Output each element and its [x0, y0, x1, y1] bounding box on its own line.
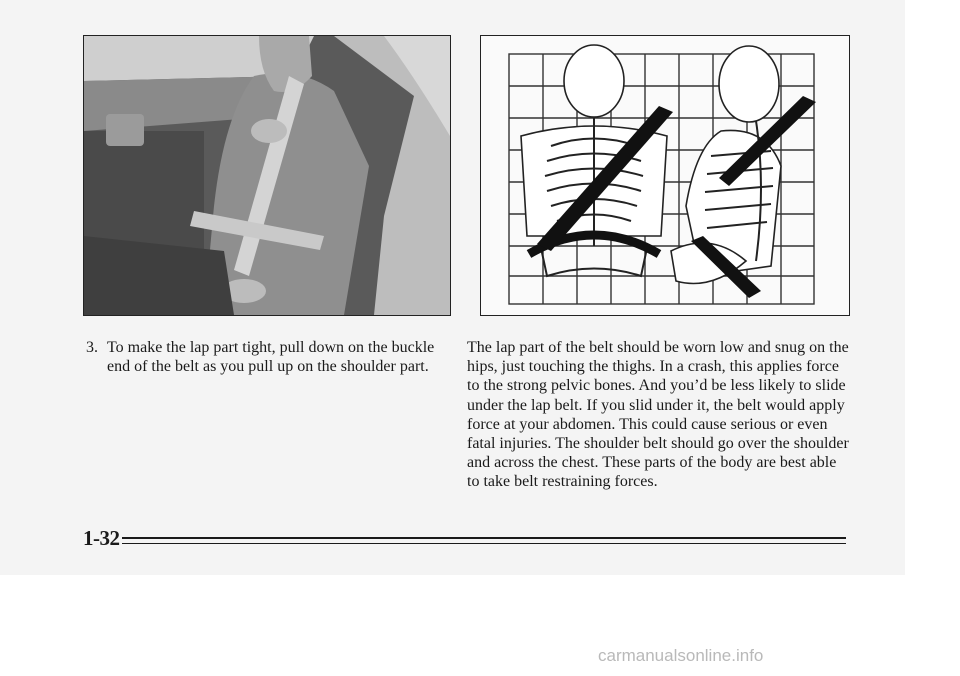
instruction-step-3: [86, 338, 448, 376]
step-text: To make the lap part tight, pull down on the buckle end of the belt as you pull up on the shoulder part.: [107, 339, 435, 375]
seatbelt-skeleton-diagram: [480, 35, 850, 316]
watermark: carmanualsonline.info: [598, 646, 764, 665]
footer-rule: [122, 537, 846, 544]
seatbelt-photo: [83, 35, 451, 316]
step-number: 3.: [86, 339, 98, 356]
lap-belt-paragraph: The lap part of the belt should be worn low and snug on the hips, just touching the thighs. In a crash, this applies force to the strong pelvic bones. And you’d be less likely to slide under the lap belt. If you slid under it, the belt would apply force at your abdomen. This could cause serious or even fatal injuries. The shoulder belt should go over the shoulder and across the chest. These parts of the body are best able to take belt restraining forces.: [467, 339, 849, 491]
page-number: 1-32: [83, 526, 120, 550]
